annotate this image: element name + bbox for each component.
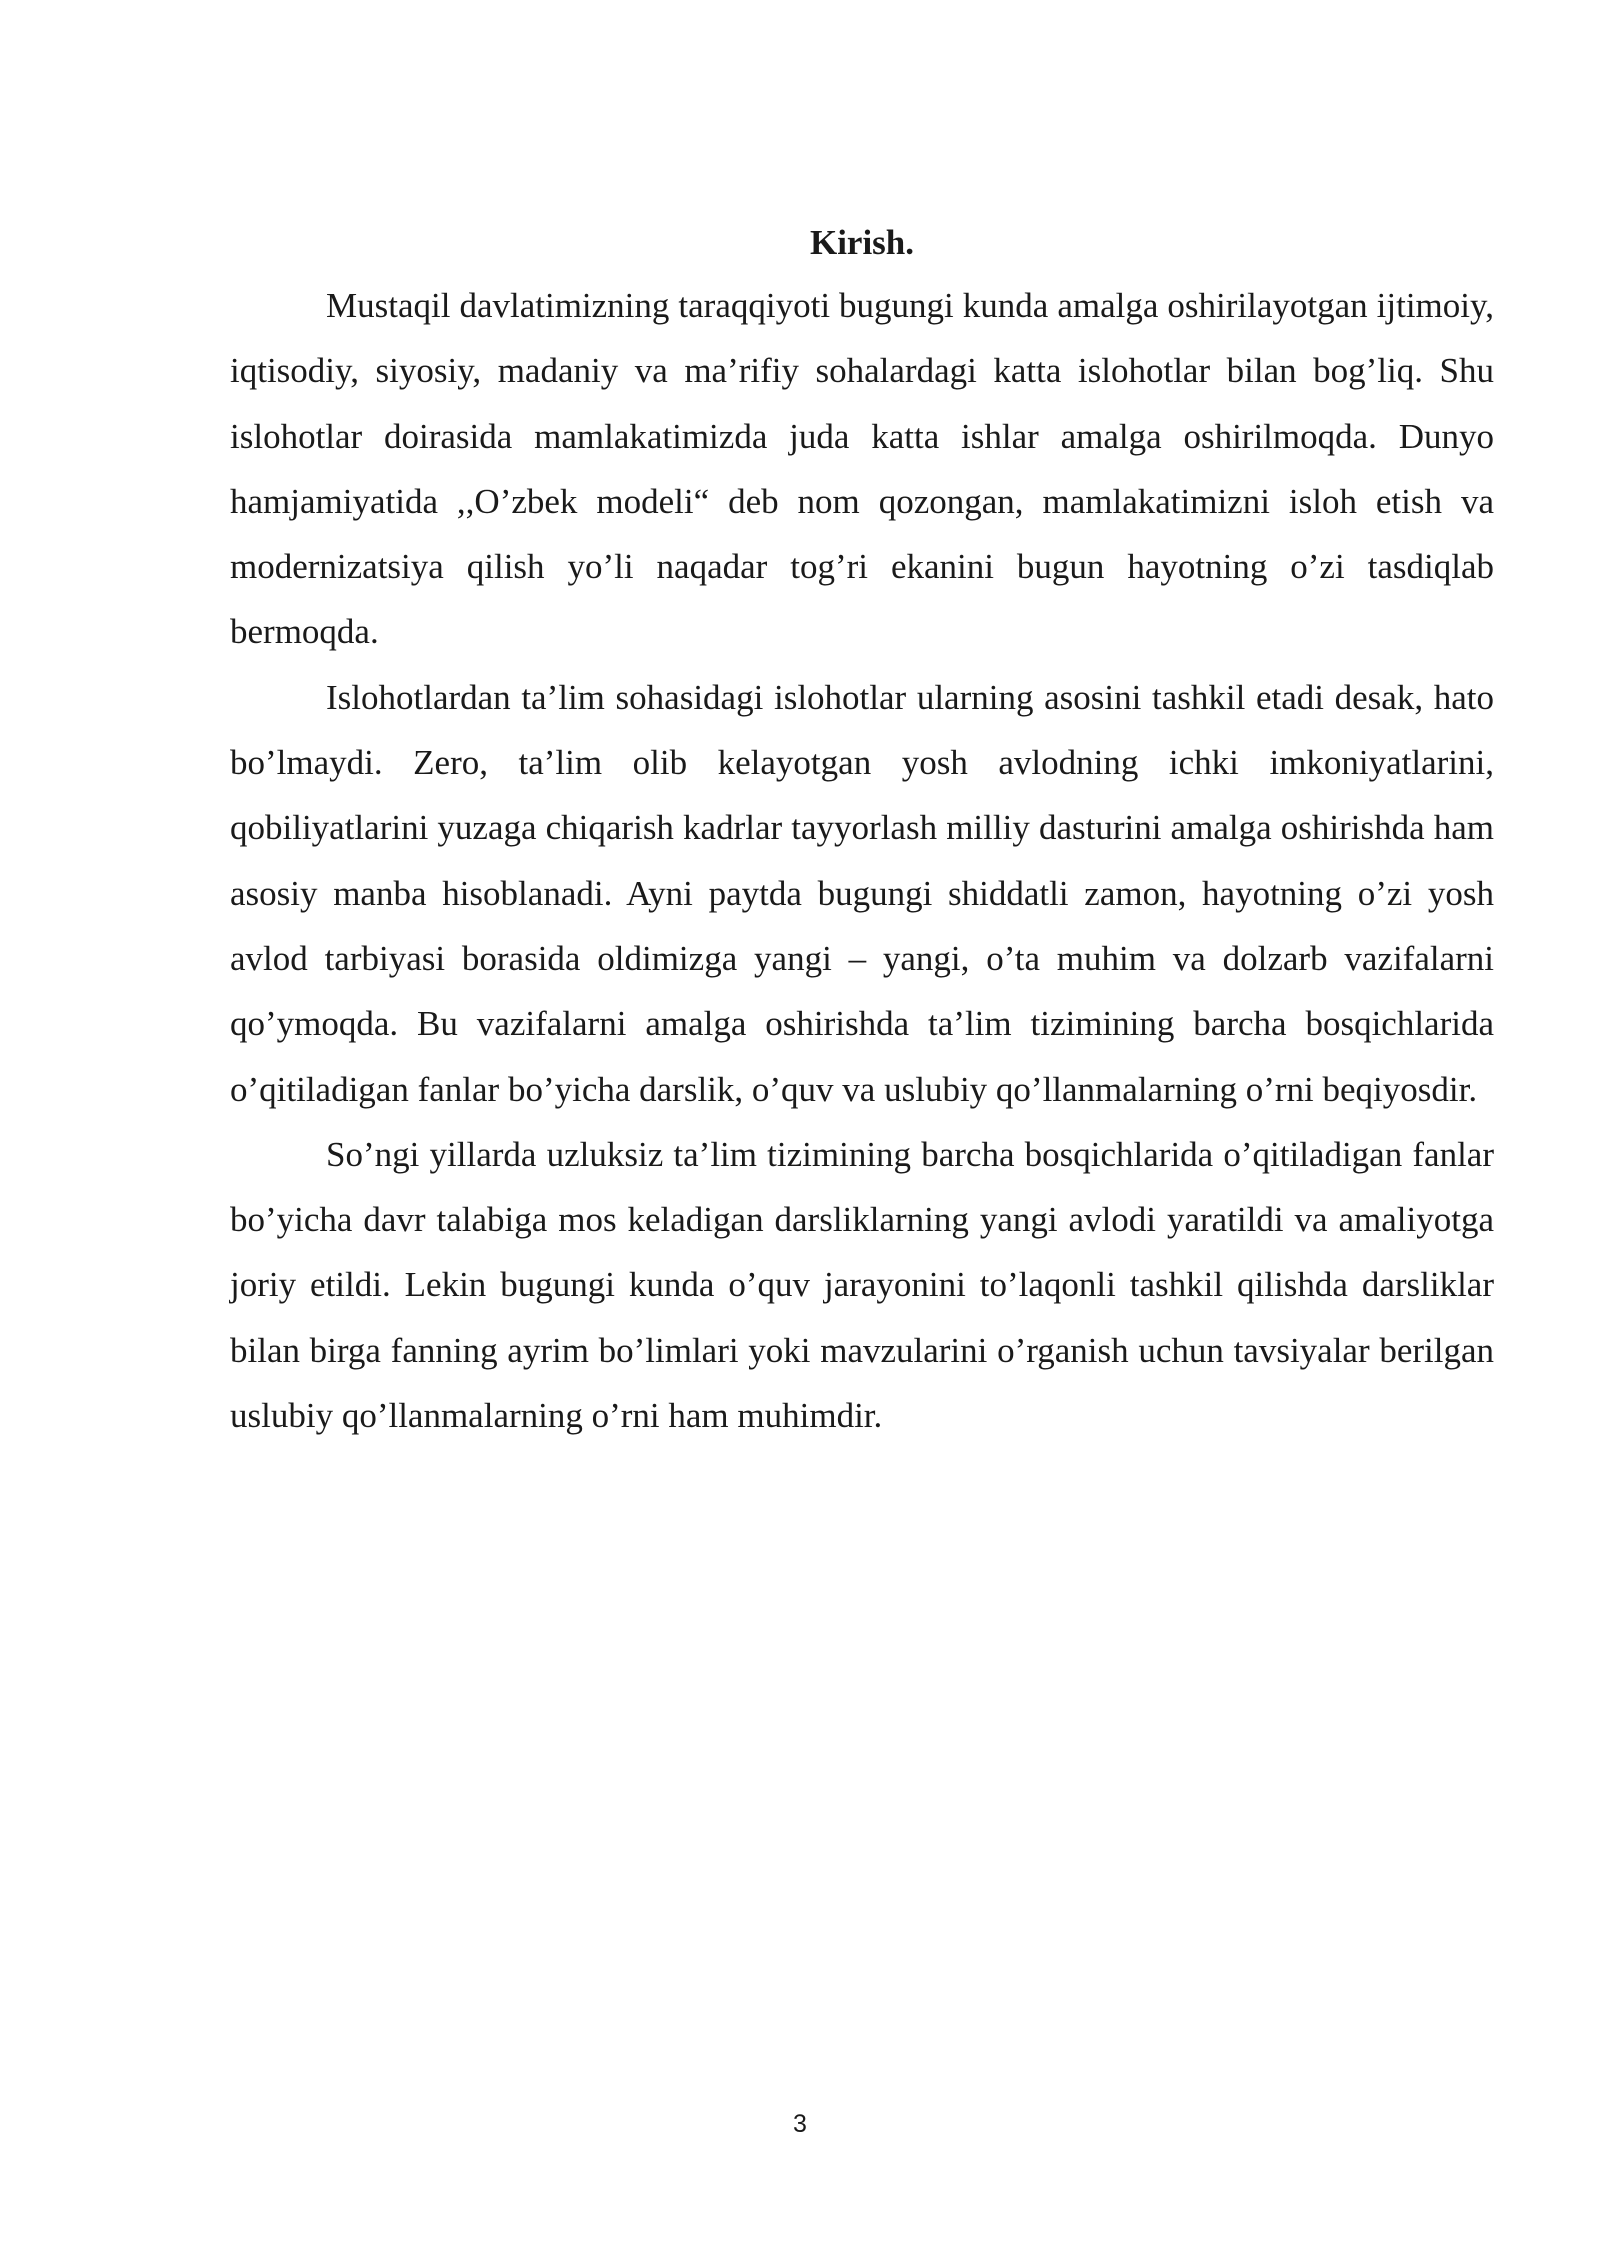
paragraph-1: Mustaqil davlatimizning taraqqiyoti bugungi kunda amalga oshirilayotgan ijtimoiy, iqtisodiy, siyosiy, madaniy va ma’rifiy sohalardagi katta islohotlar bilan bog’liq. Shu islohotlar doirasida mamlakatimizda juda katta ishlar amalga oshirilmoqda. Dunyo hamjamiyatida ,,O’zbek modeli“ deb nom qozongan, mamlakatimizni isloh etish va modernizatsiya qilish yo’li naqadar tog’ri ekanini bugun hayotning o’zi tasdiqlab bermoqda. (230, 286, 1494, 652)
section-title: Kirish. (809, 223, 915, 262)
page-number: 3 (793, 2110, 807, 2138)
document-body (230, 213, 1494, 1448)
paragraph-3: So’ngi yillarda uzluksiz ta’lim tizimining barcha bosqichlarida o’qitiladigan fanlar bo’yicha davr talabiga mos keladigan darsliklarning yangi avlodi yaratildi va amaliyotga joriy etildi. Lekin bugungi kunda o’quv jarayonini to’laqonli tashkil qilishda darsliklar bilan birga fanning ayrim bo’limlari yoki mavzularini o’rganish uchun tavsiyalar berilgan uslubiy qo’llanmalarning o’rni ham muhimdir. (230, 1134, 1494, 1436)
paragraph-2: Islohotlardan ta’lim sohasidagi islohotlar ularning asosini tashkil etadi desak, hato bo’lmaydi. Zero, ta’lim olib kelayotgan yosh avlodning ichki imkoniyatlarini, qobiliyatlarini yuzaga chiqarish kadrlar tayyorlash milliy dasturini amalga oshirishda ham asosiy manba hisoblanadi. Ayni paytda bugungi shiddatli zamon, hayotning o’zi yosh avlod tarbiyasi borasida oldimizga yangi – yangi, o’ta muhim va dolzarb vazifalarni qo’ymoqda. Bu vazifalarni amalga oshirishda ta’lim tizimining barcha bosqichlarida o’qitiladigan fanlar bo’yicha darslik, o’quv va uslubiy qo’llanmalarning o’rni beqiyosdir. (230, 677, 1494, 1109)
